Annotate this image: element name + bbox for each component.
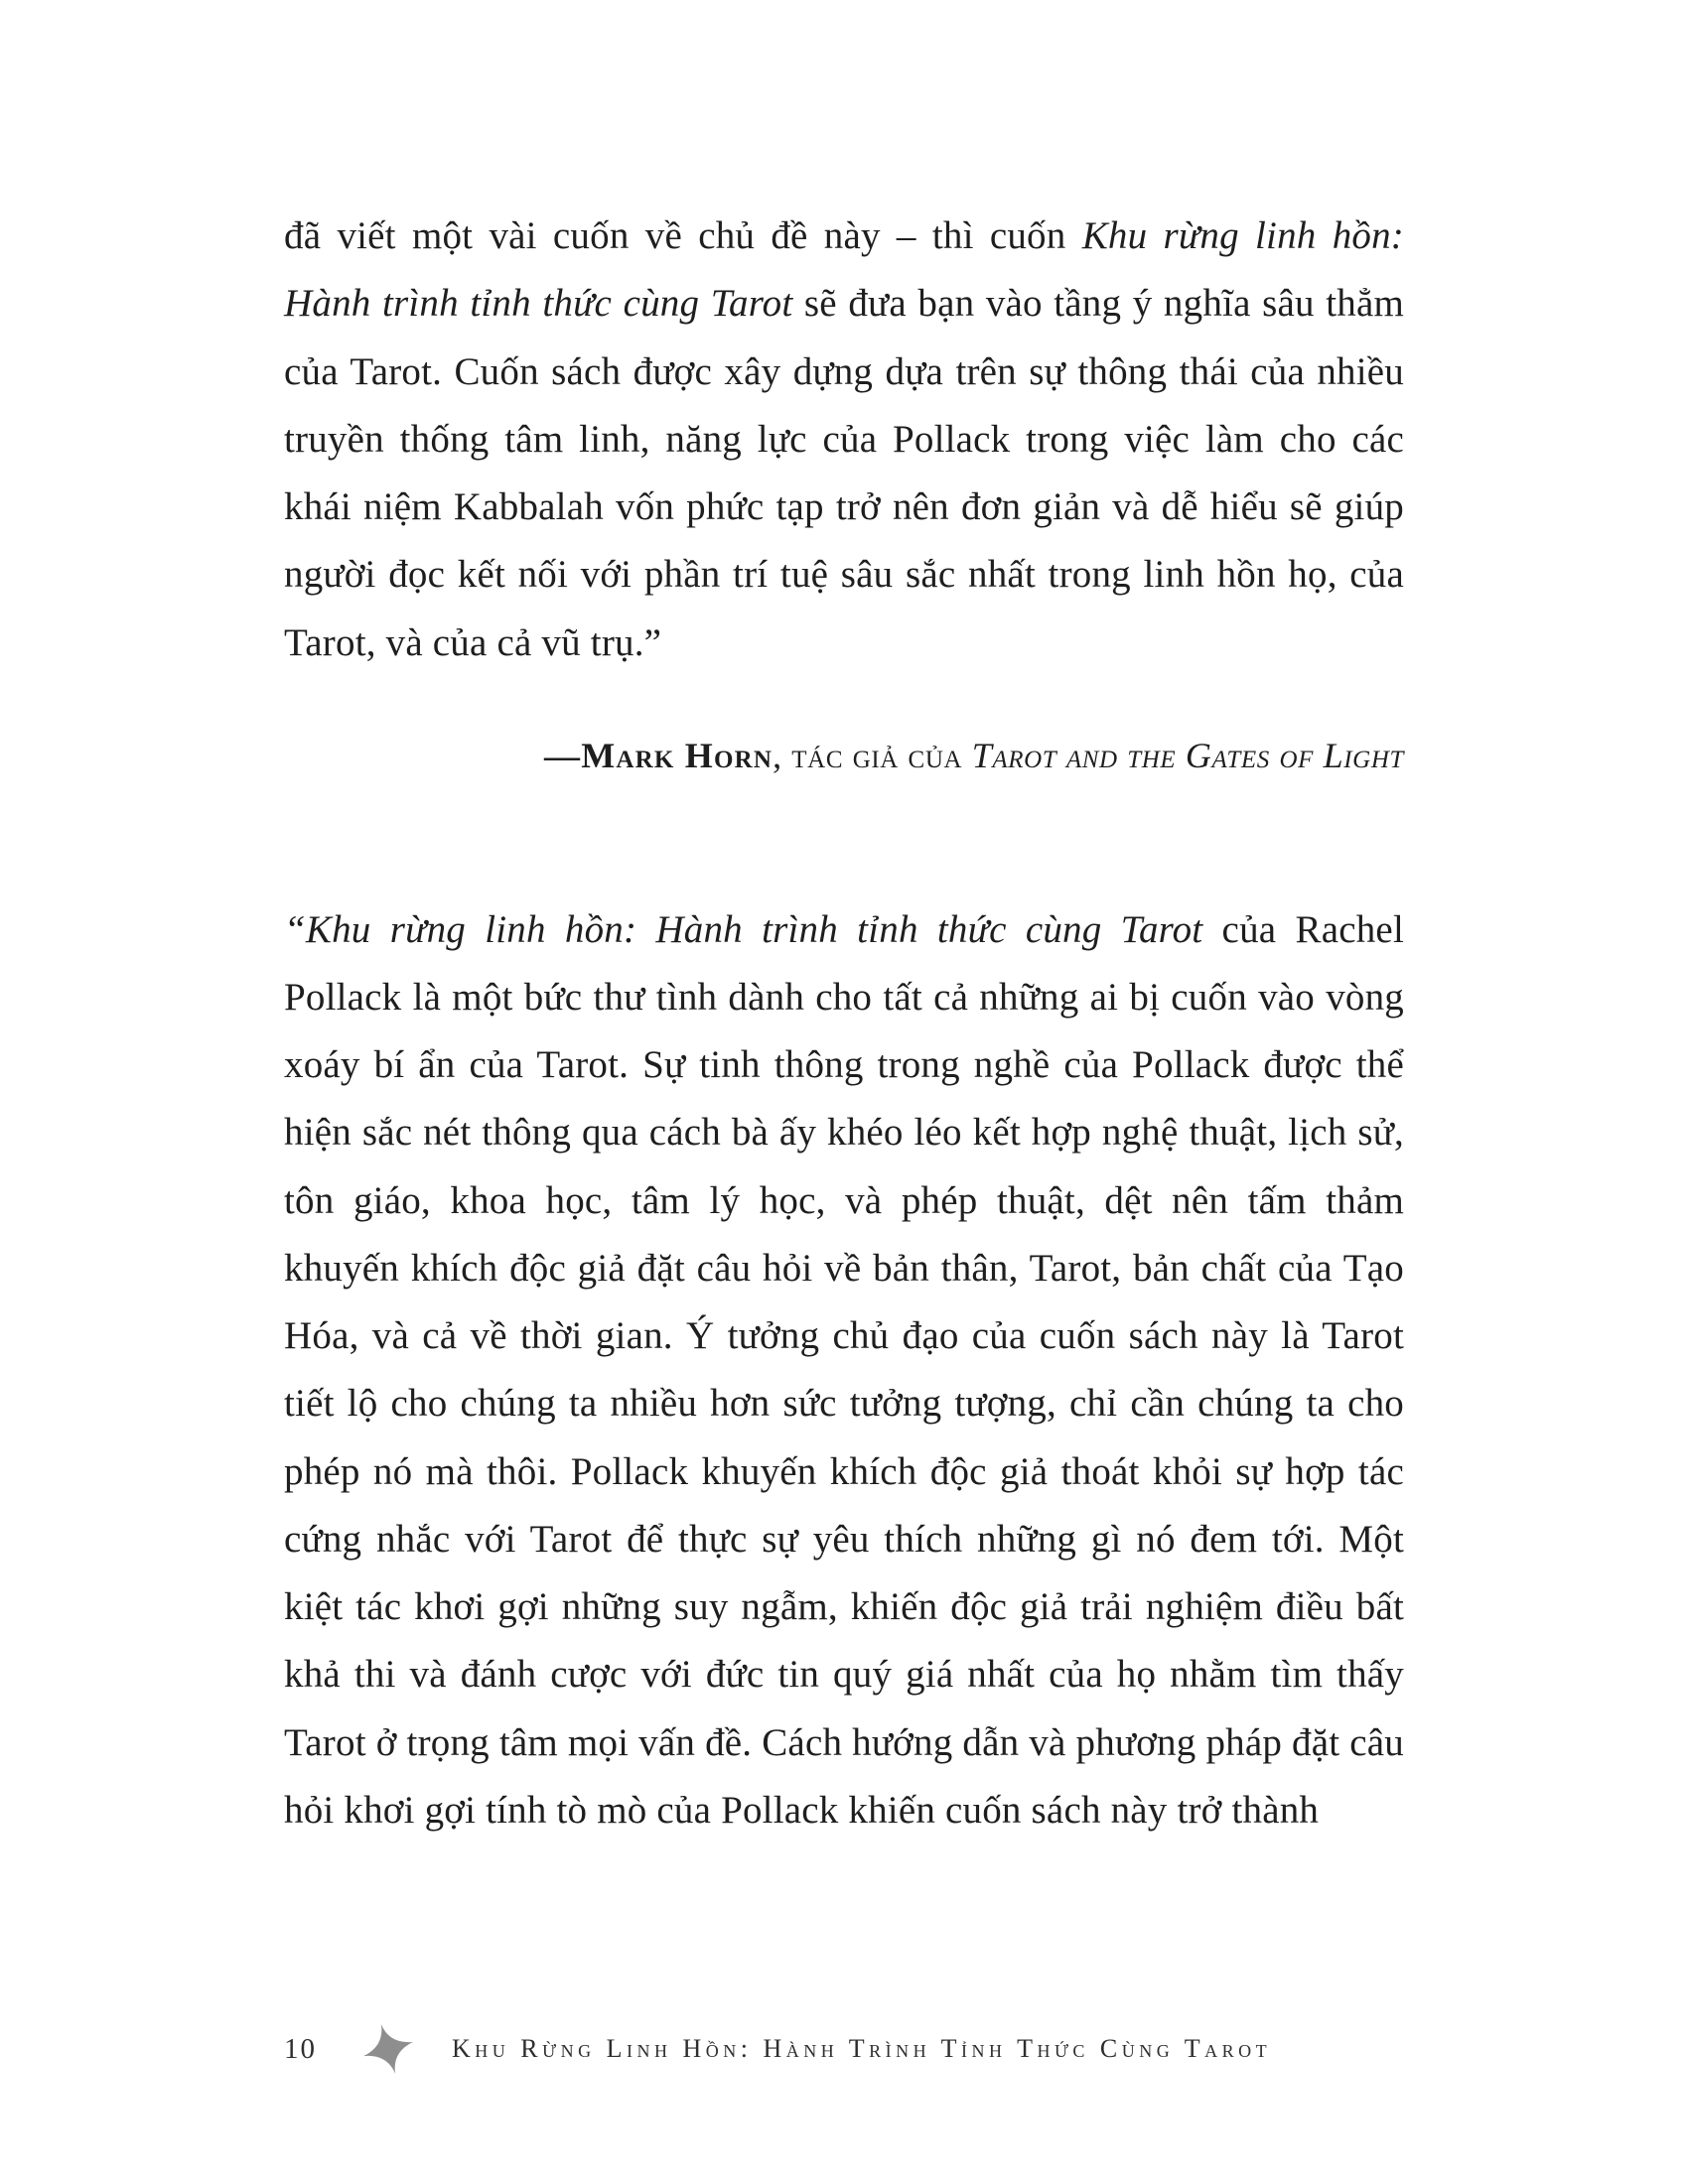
text-segment: sẽ đưa bạn vào tầng ý nghĩa sâu thẳm của Tarot. Cuốn sách được xây dựng dựa trên sự thông thái của nhiều truyền thống tâm linh, năng lực của Pollack trong việc làm cho các khái niệm Kabbalah vốn phức tạp trở nên đơn giản và dễ hiểu sẽ giúp người đọc kết nối với phần trí tuệ sâu sắc nhất trong linh hồn họ, của Tarot, và của cả vũ trụ.” [284, 282, 1404, 664]
review-paragraph-1 [284, 203, 1404, 677]
page-footer [284, 2023, 1404, 2075]
text-segment: Khu rừng linh hồn: Hành trình tỉnh thức cùng Tarot [284, 214, 1404, 326]
star-ornament-icon [362, 2023, 414, 2075]
running-title: Khu Rừng Linh Hồn: Hành Trình Tỉnh Thức Cùng Tarot [452, 2034, 1272, 2063]
text-segment: đã viết một vài cuốn về chủ đề này – thì cuốn [284, 214, 1082, 257]
text-segment: —Mark Horn [544, 735, 774, 775]
text-block [284, 203, 1404, 1844]
text-segment: “Khu rừng linh hồn: Hành trình tỉnh thức cùng Tarot [284, 907, 1203, 951]
text-segment: , tác giả của [773, 735, 972, 775]
text-segment: của Rachel Pollack là một bức thư tình dành cho tất cả những ai bị cuốn vào vòng xoáy bí ẩn của Tarot. Sự tinh thông trong nghề của Pollack được thể hiện sắc nét thông qua cách bà ấy khéo léo kết hợp nghệ thuật, lịch sử, tôn giáo, khoa học, tâm lý học, và phép thuật, dệt nên tấm thảm khuyến khích độc giả đặt câu hỏi về bản thân, Tarot, bản chất của Tạo Hóa, và cả về thời gian. Ý tưởng chủ đạo của cuốn sách này là Tarot tiết lộ cho chúng ta nhiều hơn sức tưởng tượng, chỉ cần chúng ta cho phép nó mà thôi. Pollack khuyến khích độc giả thoát khỏi sự hợp tác cứng nhắc với Tarot để thực sự yêu thích những gì nó đem tới. Một kiệt tác khơi gợi những suy ngẫm, khiến độc giả trải nghiệm điều bất khả thi và đánh cược với đức tin quý giá nhất của họ nhằm tìm thấy Tarot ở trọng tâm mọi vấn đề. Cách hướng dẫn và phương pháp đặt câu hỏi khơi gợi tính tò mò của Pollack khiến cuốn sách này trở thành [284, 907, 1404, 1832]
text-segment: Tarot and the Gates of Light [971, 735, 1404, 775]
page-number: 10 [284, 2032, 317, 2065]
attribution-line [284, 733, 1404, 779]
review-paragraph-2 [284, 896, 1404, 1845]
